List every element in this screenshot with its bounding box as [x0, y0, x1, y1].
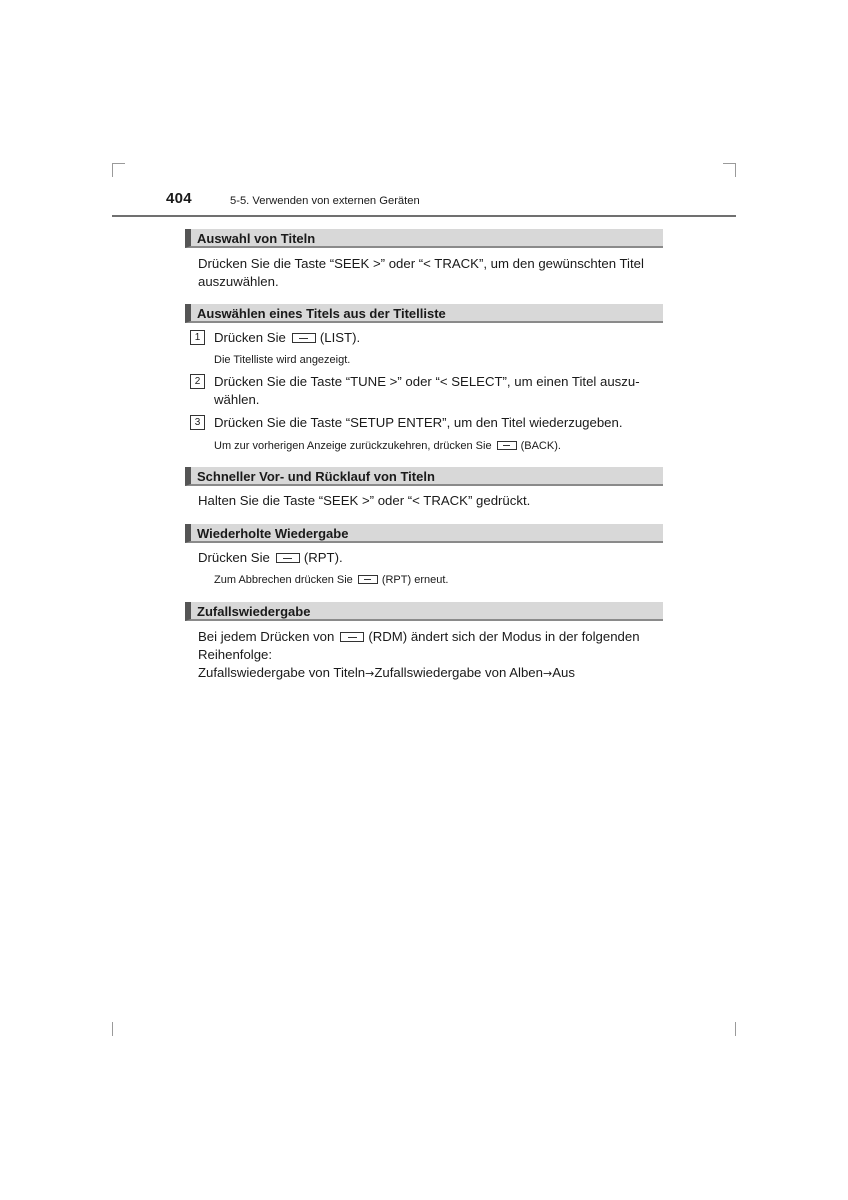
note-wiederholt	[214, 573, 448, 587]
section-heading-titelliste	[185, 304, 663, 323]
crop-mark-top-right-v	[735, 163, 736, 177]
section-title: Auswahl von Titeln	[197, 231, 316, 246]
text-line: wählen.	[214, 392, 260, 407]
note-titelliste: Die Titelliste wird angezeigt.	[214, 354, 351, 366]
section-heading-zufall	[185, 602, 663, 621]
mode-sequence	[198, 664, 663, 683]
text-fragment: (BACK).	[520, 440, 561, 452]
text-line: Reihenfolge:	[198, 647, 273, 662]
section-heading-schnell	[185, 467, 663, 486]
text-line: Drücken Sie die Taste “SEEK >” oder “< TRACK”, um den gewünschten Titel	[198, 256, 644, 271]
step-number-3: 3	[190, 415, 205, 430]
back-button-icon	[497, 441, 517, 450]
step-number-1: 1	[190, 330, 205, 345]
section-title: Auswählen eines Titels aus der Titelliste	[197, 306, 446, 321]
text-fragment: (RDM) ändert sich der Modus in der folgenden	[368, 629, 640, 644]
arrow-right-icon: →	[365, 667, 375, 680]
text-fragment: (LIST).	[319, 330, 361, 345]
mode-item: Zufallswiedergabe von Alben	[374, 665, 543, 680]
paragraph-schnell: Halten Sie die Taste “SEEK >” oder “< TRACK” gedrückt.	[198, 493, 531, 508]
paragraph-auswahl	[198, 255, 663, 291]
step-1-text	[214, 329, 666, 347]
text-line	[198, 628, 663, 646]
list-button-icon	[292, 333, 316, 343]
step-number-2: 2	[190, 374, 205, 389]
step-2-text	[214, 373, 666, 409]
text-fragment: Drücken Sie	[214, 330, 286, 345]
text-fragment: (RPT) erneut.	[381, 574, 449, 586]
page-number: 404	[166, 190, 192, 207]
text-fragment: Zum Abbrechen drücken Sie	[214, 574, 353, 586]
paragraph-wiederholt	[198, 549, 663, 567]
crop-mark-top-left-v	[112, 163, 113, 177]
mode-item: Aus	[552, 665, 575, 680]
paragraph-zufall	[198, 628, 663, 683]
section-title: Wiederholte Wiedergabe	[197, 526, 349, 541]
chapter-label: 5-5. Verwenden von externen Geräten	[230, 195, 420, 207]
text-line: auszuwählen.	[198, 274, 279, 289]
step-3-text: Drücken Sie die Taste “SETUP ENTER”, um den Titel wiederzugeben.	[214, 415, 623, 430]
note-back	[214, 439, 561, 453]
crop-mark-top-left-h	[112, 163, 125, 164]
text-fragment: (RPT).	[303, 550, 343, 565]
text-fragment: Bei jedem Drücken von	[198, 629, 335, 644]
rpt-button-icon	[358, 575, 378, 584]
section-title: Schneller Vor- und Rücklauf von Titeln	[197, 469, 435, 484]
header-rule	[112, 215, 736, 217]
crop-mark-bottom-left-v	[112, 1022, 113, 1036]
section-heading-wiederholt	[185, 524, 663, 543]
rdm-button-icon	[340, 632, 364, 642]
section-heading-auswahl	[185, 229, 663, 248]
section-title: Zufallswiedergabe	[197, 604, 311, 619]
crop-mark-bottom-right-v	[735, 1022, 736, 1036]
text-fragment: Drücken Sie	[198, 550, 270, 565]
mode-item: Zufallswiedergabe von Titeln	[198, 665, 366, 680]
text-line: Drücken Sie die Taste “TUNE >” oder “< SELECT”, um einen Titel auszu-	[214, 374, 640, 389]
rpt-button-icon	[276, 553, 300, 563]
text-fragment: Um zur vorherigen Anzeige zurückzukehren, drücken Sie	[214, 440, 492, 452]
arrow-right-icon: →	[542, 667, 553, 680]
